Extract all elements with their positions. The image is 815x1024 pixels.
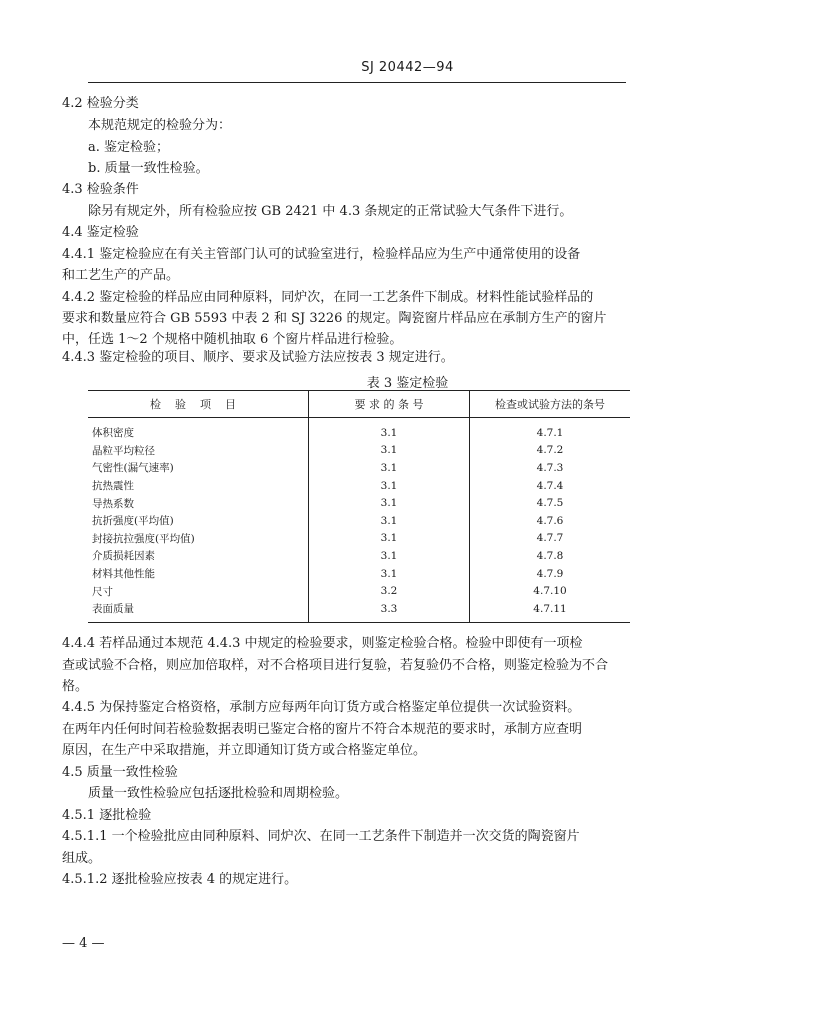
header-rule [88,82,626,83]
cell-item: 尺寸 [92,585,113,598]
page-number: — 4 — [62,936,105,951]
table-caption: 表 3 鉴定检验 [366,376,449,391]
paragraph-line: 在两年内任何时间若检验数据表明已鉴定合格的窗片不符合本规范的要求时，承制方应查明 [62,722,583,737]
paragraph-line: 4.4.5 为保持鉴定合格资格，承制方应每两年向订货方或合格鉴定单位提供一次试验资料。 [62,700,581,715]
cell-requirement: 3.1 [309,530,470,548]
table-row [88,459,630,477]
cell-requirement: 3.2 [309,582,470,600]
header-cell: 要 求 的 条 号 [309,391,470,418]
paragraph-line: 4.4.4 若样品通过本规范 4.4.3 中规定的检验要求，则鉴定检验合格。检验中即使有一项检 [62,636,583,651]
paragraph-line: 4.5.1.1 一个检验批应由同种原料、同炉次、在同一工艺条件下制造并一次交货的陶瓷窗片 [62,829,580,844]
table-row [88,442,630,460]
paragraph-line: 除另有规定外，所有检验应按 GB 2421 中 4.3 条规定的正常试验大气条件下进行。 [88,204,573,219]
paragraph-line: 4.4.2 鉴定检验的样品应由同种原料，同炉次，在同一工艺条件下制成。材料性能试验样品的 [62,290,594,305]
cell-method: 4.7.4 [536,479,564,492]
cell-method: 4.7.5 [536,497,564,510]
paragraph-line: 本规范规定的检验分为： [88,118,232,133]
cell-method: 4.7.8 [536,549,564,562]
table-row [88,477,630,495]
header-cell: 检查或试验方法的条号 [470,391,631,418]
cell-item: 体积密度 [92,427,134,440]
section-heading: 4.3 检验条件 [62,182,139,197]
table-row [88,600,630,622]
paragraph-line: 质量一致性检验应包括逐批检验和周期检验。 [88,786,349,801]
table-row [88,582,630,600]
paragraph-line: 要求和数量应符合 GB 5593 中表 2 和 SJ 3226 的规定。陶瓷窗片样品应在承制方生产的窗片 [62,311,607,326]
header-cell: 检验项目 [88,391,309,418]
cell-requirement: 3.1 [309,459,470,477]
cell-method: 4.7.11 [470,600,631,622]
table-row [88,565,630,583]
inspection-table [88,390,630,623]
paragraph-line: 和工艺生产的产品。 [62,268,180,283]
section-heading: 4.2 检验分类 [62,96,139,111]
cell-item: 表面质量 [88,600,309,622]
paragraph-line: 4.4.3 鉴定检验的项目、顺序、要求及试验方法应按表 3 规定进行。 [62,350,454,365]
cell-item: 抗热震性 [92,480,134,493]
table-row [88,418,630,442]
cell-requirement: 3.1 [309,512,470,530]
section-heading: 4.4 鉴定检验 [62,225,139,240]
paragraph-line: 原因，在生产中采取措施，并立即通知订货方或合格鉴定单位。 [62,743,427,758]
cell-method: 4.7.6 [536,514,564,527]
cell-requirement: 3.1 [309,547,470,565]
cell-requirement: 3.1 [309,418,470,442]
table-row [88,512,630,530]
cell-item: 材料其他性能 [92,568,155,581]
cell-requirement: 3.3 [309,600,470,622]
cell-method: 4.7.9 [536,567,564,580]
section-heading: 4.5 质量一致性检验 [62,765,178,780]
paragraph-line: 格。 [62,679,89,694]
list-item: b. 质量一致性检验。 [88,161,209,176]
table-row [88,494,630,512]
cell-method: 4.7.3 [536,461,564,474]
running-header: SJ 20442—94 [361,60,454,75]
cell-requirement: 3.1 [309,494,470,512]
table-header-row [88,391,630,418]
cell-method: 4.7.10 [533,585,567,598]
section-heading: 4.5.1 逐批检验 [62,808,152,823]
list-item: a. 鉴定检验； [88,140,170,155]
cell-method: 4.7.2 [536,444,564,457]
paragraph-line: 组成。 [62,851,102,866]
paragraph-line: 查或试验不合格，则应加倍取样，对不合格项目进行复验，若复验仍不合格，则鉴定检验为不合 [62,658,609,673]
cell-requirement: 3.1 [309,565,470,583]
cell-item: 气密性(漏气速率) [92,462,174,475]
paragraph-line: 4.4.1 鉴定检验应在有关主管部门认可的试验室进行，检验样品应为生产中通常使用的设备 [62,247,581,262]
cell-item: 封接抗拉强度(平均值) [92,532,195,545]
cell-item: 导热系数 [92,497,134,510]
cell-requirement: 3.1 [309,477,470,495]
cell-method: 4.7.7 [536,532,564,545]
cell-item: 晶粒平均粒径 [92,444,155,457]
table-row [88,547,630,565]
cell-method: 4.7.1 [536,426,564,439]
paragraph-line: 中，任选 1～2 个规格中随机抽取 6 个窗片样品进行检验。 [62,332,403,347]
cell-requirement: 3.1 [309,442,470,460]
table-row [88,530,630,548]
cell-item: 介质损耗因素 [92,550,155,563]
paragraph-line: 4.5.1.2 逐批检验应按表 4 的规定进行。 [62,872,298,887]
cell-item: 抗折强度(平均值) [92,515,174,528]
